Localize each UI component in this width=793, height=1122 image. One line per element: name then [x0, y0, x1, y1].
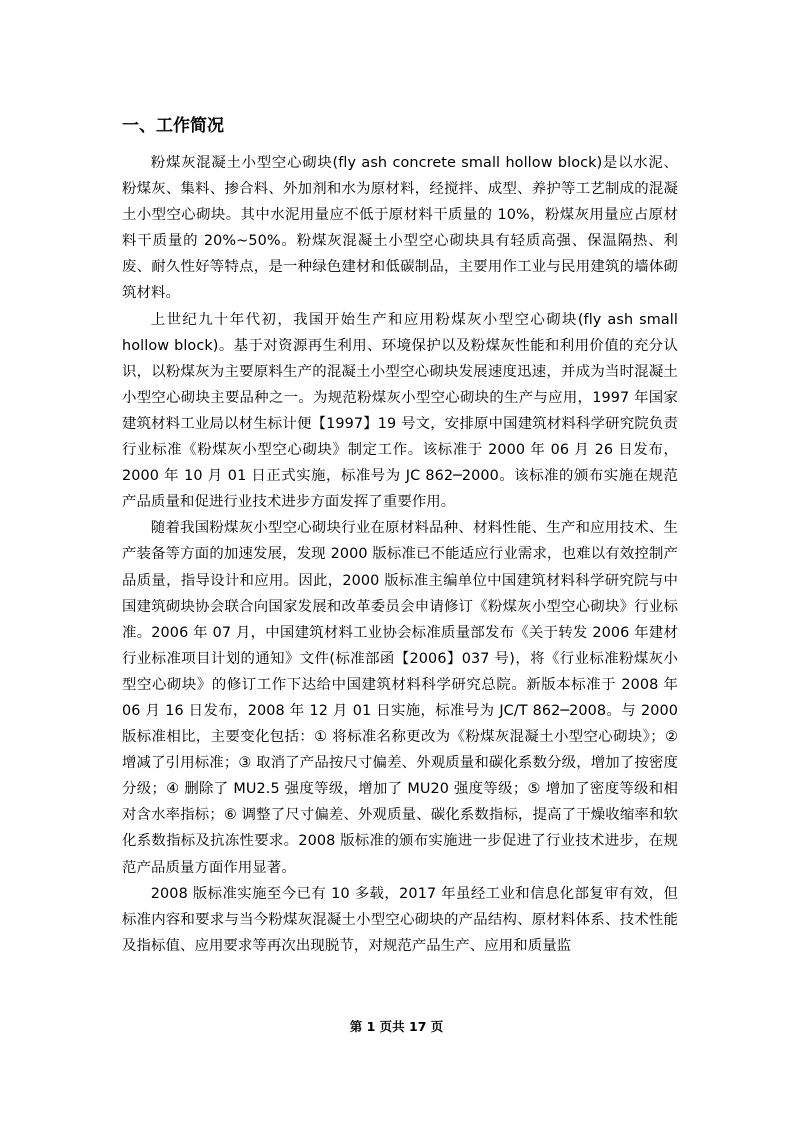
paragraph-overview: 粉煤灰混凝土小型空心砌块(fly ash concrete small hollow block)是以水泥、粉煤灰、集料、掺合料、外加剂和水为原材料，经搅拌、成型、养护等工艺制成的混凝土小型空心砌块。其中水泥用量应不低于原材料干质量的 10%，粉煤灰用量应占原材料干质量的 20%~50%。粉煤灰混凝土小型空心砌块具有轻质高强、保温隔热、利废、耐久性好等特点，是一种绿色建材和低碳制品，主要用作工业与民用建筑的墙体砌筑材料。: [122, 155, 678, 302]
body-text: [122, 150, 678, 959]
paragraph-current-status: 2008 版标准实施至今已有 10 多载，2017 年虽经工业和信息化部复审有效，但标准内容和要求与当今粉煤灰混凝土小型空心砌块的产品结构、原材料体系、技术性能及指标值、应用要求等再次出现脱节，对规范产品生产、应用和质量监: [122, 885, 678, 954]
page-footer: 第 1 页共 17 页: [349, 1019, 444, 1034]
paragraph-revision: 随着我国粉煤灰小型空心砌块行业在原材料品种、材料性能、生产和应用技术、生产装备等方面的加速发展，发现 2000 版标准已不能适应行业需求，也难以有效控制产品质量，指导设计和应用。因此，2000 版标准主编单位中国建筑材料科学研究院与中国建筑砌块协会联合向国家发展和改革委员会申请修订《粉煤灰小型空心砌块》行业标准。2006 年 07 月，中国建筑材料工业协会标准质量部发布《关于转发 2006 年建材行业标准项目计划的通知》文件(标准部函【2006】037 号)，将《行业标准粉煤灰小型空心砌块》的修订工作下达给中国建筑材料科学研究总院。新版本标准于 2008 年 06 月 16 日发布，2008 年 12 月 01 日实施，标准号为 JC/T 862─2008。与 2000 版标准相比，主要变化包括：① 将标准名称更改为《粉煤灰混凝土小型空心砌块》；② 增减了引用标准；③ 取消了产品按尺寸偏差、外观质量和碳化系数分级，增加了按密度分级；④ 删除了 MU2.5 强度等级，增加了 MU20 强度等级；⑤ 增加了密度等级和相对含水率指标；⑥ 调整了尺寸偏差、外观质量、碳化系数指标，提高了干燥收缩率和软化系数指标及抗冻性要求。2008 版标准的颁布实施进一步促进了行业技术进步，在规范产品质量方面作用显著。: [122, 520, 678, 876]
section-heading: 一、工作简况: [122, 116, 224, 136]
paragraph-history: 上世纪九十年代初，我国开始生产和应用粉煤灰小型空心砌块(fly ash small hollow block)。基于对资源再生利用、环境保护以及粉煤灰性能和利用价值的充分认识，以粉煤灰为主要原料生产的混凝土小型空心砌块发展速度迅速，并成为当时混凝土小型空心砌块主要品种之一。为规范粉煤灰小型空心砌块的生产与应用，1997 年国家建筑材料工业局以材生标计便【1997】19 号文，安排原中国建筑材料科学研究院负责行业标准《粉煤灰小型空心砌块》制定工作。该标准于 2000 年 06 月 26 日发布，2000 年 10 月 01 日正式实施，标准号为 JC 862─2000。该标准的颁布实施在规范产品质量和促进行业技术进步方面发挥了重要作用。: [122, 311, 678, 511]
